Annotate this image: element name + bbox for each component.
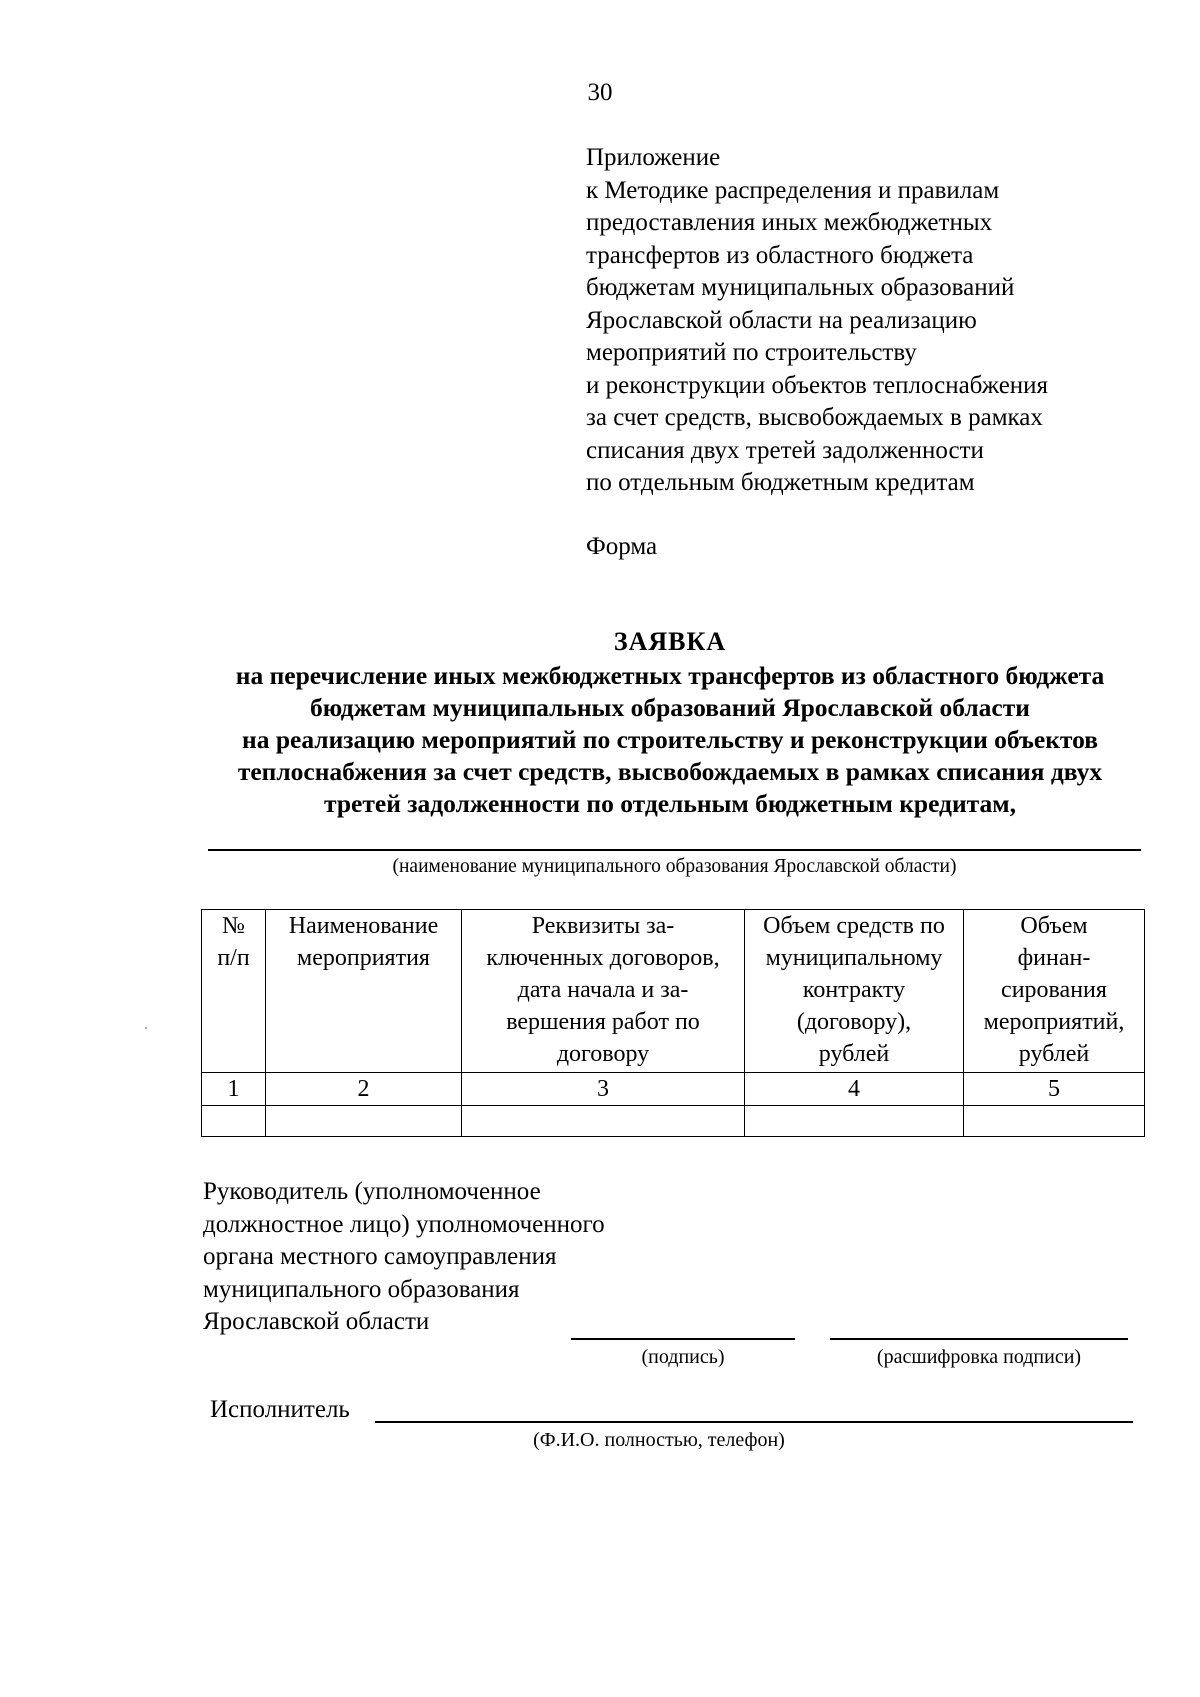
appendix-line: мероприятий по строительству <box>586 339 917 366</box>
column-number: 5 <box>964 1073 1145 1106</box>
empty-cell[interactable] <box>202 1106 266 1137</box>
title-line: на реализацию мероприятий по строительству и реконструкции объектов <box>242 725 1098 754</box>
executor-line[interactable] <box>375 1421 1133 1423</box>
appendix-line: Ярославской области на реализацию <box>586 306 977 334</box>
signer-line: Ярославской области <box>203 1308 430 1335</box>
appendix-line: и реконструкции объектов теплоснабжения <box>586 371 1049 399</box>
executor-label: Исполнитель <box>210 1396 350 1423</box>
header-line: (договору), <box>796 1009 912 1035</box>
header-cell-name <box>266 910 462 1073</box>
title-line: третей задолженности по отдельным бюджетным кредитам, <box>324 789 1016 818</box>
signer-line: муниципального образования <box>203 1275 520 1303</box>
empty-cell[interactable] <box>745 1106 964 1137</box>
header-line: договору <box>556 1041 650 1067</box>
signer-line: Руководитель (уполномоченное <box>203 1178 541 1205</box>
header-cell-contract-amount <box>745 910 964 1073</box>
header-line: муниципальному <box>765 945 943 971</box>
header-cell-number <box>202 910 266 1073</box>
decryption-caption: (расшифровка подписи) <box>876 1346 1082 1368</box>
table-row <box>202 1106 1145 1137</box>
application-table <box>201 909 1145 1137</box>
column-number: 1 <box>202 1073 266 1106</box>
header-line: мероприятия <box>297 945 430 971</box>
column-number: 2 <box>266 1073 462 1106</box>
header-line: Объем <box>1020 913 1088 939</box>
appendix-line: предоставления иных межбюджетных <box>586 209 993 236</box>
header-cell-contracts <box>462 910 745 1073</box>
appendix-line: Приложение <box>586 144 721 171</box>
title-line: бюджетам муниципальных образований Ярославской области <box>310 693 1030 722</box>
column-number-row <box>202 1073 1145 1106</box>
appendix-line: к Методике распределения и правилам <box>586 176 1000 204</box>
header-line: рублей <box>818 1041 890 1067</box>
header-line: № <box>222 913 245 939</box>
executor-caption: (Ф.И.О. полностью, телефон) <box>533 1429 785 1451</box>
empty-cell[interactable] <box>266 1106 462 1137</box>
page-number: 30 <box>587 79 613 106</box>
signer-line: органа местного самоуправления <box>203 1243 557 1270</box>
title-line: теплоснабжения за счет средств, высвобождаемых в рамках списания двух <box>237 757 1103 786</box>
header-line: Наименование <box>288 913 439 939</box>
signer-block <box>203 1176 605 1339</box>
header-line: дата начала и за- <box>517 977 689 1003</box>
appendix-line: трансфертов из областного бюджета <box>586 241 974 269</box>
appendix-line: бюджетам муниципальных образований <box>586 274 1015 301</box>
header-line: финан- <box>1017 945 1091 971</box>
header-line: ключенных договоров, <box>486 945 720 971</box>
header-line: Реквизиты за- <box>531 913 675 939</box>
header-cell-funding-amount <box>964 910 1145 1073</box>
header-line: рублей <box>1018 1041 1090 1067</box>
header-line: мероприятий, <box>983 1009 1125 1035</box>
empty-cell[interactable] <box>462 1106 745 1137</box>
municipality-caption: (наименование муниципального образования Ярославской области) <box>392 856 957 877</box>
signature-caption: (подпись) <box>641 1346 725 1368</box>
header-line: Объем средств по <box>763 913 945 939</box>
title-heading: ЗАЯВКА <box>613 627 727 656</box>
header-line: вершения работ по <box>506 1009 700 1035</box>
header-line: сирования <box>1001 977 1107 1003</box>
header-line: п/п <box>217 945 250 971</box>
signature-line[interactable] <box>571 1338 795 1340</box>
title-line: на перечисление иных межбюджетных трансфертов из областного бюджета <box>235 661 1105 690</box>
decryption-line[interactable] <box>830 1338 1128 1340</box>
appendix-line: списания двух третей задолженности <box>586 436 984 464</box>
appendix-block <box>586 142 1146 500</box>
document-title <box>190 626 1150 820</box>
municipality-name-line[interactable] <box>208 849 1141 851</box>
scan-speck <box>145 1027 147 1029</box>
form-label: Форма <box>586 533 658 560</box>
empty-cell[interactable] <box>964 1106 1145 1137</box>
table-header-row <box>202 910 1145 1073</box>
signer-line: должностное лицо) уполномоченного <box>203 1210 605 1238</box>
column-number: 3 <box>462 1073 745 1106</box>
appendix-line: по отдельным бюджетным кредитам <box>586 469 975 496</box>
appendix-line: за счет средств, высвобождаемых в рамках <box>586 404 1043 431</box>
header-line: контракту <box>802 977 906 1003</box>
column-number: 4 <box>745 1073 964 1106</box>
